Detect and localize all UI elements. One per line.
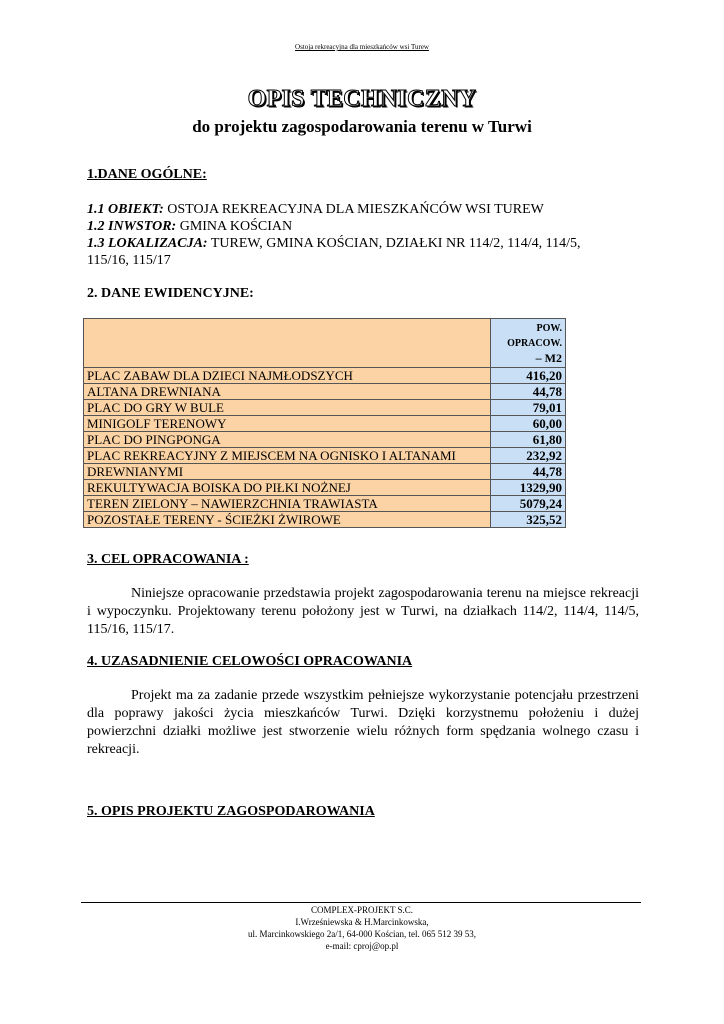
footer-address: ul. Marcinkowskiego 2a/1, 64-000 Kościan, tel. 065 512 39 53, [248,929,476,939]
footer [0,904,724,952]
lokalizacja-label: 1.3 LOKALIZACJA: [87,236,208,251]
row-name: ALTANA DREWNIANA [84,384,491,400]
section-5-heading: 5. OPIS PROJEKTU ZAGOSPODAROWANIA [87,804,375,819]
row-name: REKULTYWACJA BOISKA DO PIŁKI NOŻNEJ [84,480,491,496]
row-name: PLAC REKREACYJNY Z MIEJSCEM NA OGNISKO I ALTANAMI [84,448,491,464]
table-header-line-2: OPRACOW. [507,338,562,349]
section-1-heading: 1.DANE OGÓLNE: [87,167,207,182]
inwestor-line [87,218,647,235]
inwestor-value: GMINA KOŚCIAN [176,219,293,234]
table-row [84,496,566,512]
footer-email: e-mail: cproj@op.pl [325,941,399,951]
footer-divider [81,902,641,903]
table-row [84,512,566,528]
area-table [83,318,566,528]
row-name: PLAC DO GRY W BULE [84,400,491,416]
row-value: 60,00 [491,416,566,432]
inwestor-label: 1.2 INWSTOR: [87,219,177,234]
table-header-line-3: – M2 [535,351,562,365]
row-value: 44,78 [491,384,566,400]
document-title: OPIS TECHNICZNY [247,86,477,112]
obiekt-line [87,201,647,218]
table-row [84,368,566,384]
section-4-paragraph: Projekt ma za zadanie przede wszystkim pełniejsze wykorzystanie potencjału przestrzeni dla poprawy jakości życia mieszkańców Turwi. Dzięki korzystnemu położeniu i dużej powierzchni działki możliwe jest stworzenie wielu różnych form spędzania wolnego czasu i rekreacji. [87,688,639,757]
table-row [84,416,566,432]
table-header-empty [84,319,491,368]
section-3-paragraph: Niniejsze opracowanie przedstawia projekt zagospodarowania terenu na miejsce rekreacji i wypoczynku. Projektowany terenu położony jest w Turwi, na działkach 114/2, 114/4, 114/5, 115/16, 115/17. [87,586,639,637]
running-header: Ostoja rekreacyjna dla mieszkańców wsi Turew [295,43,429,51]
row-value: 44,78 [491,464,566,480]
row-name: PLAC ZABAW DLA DZIECI NAJMŁODSZYCH [84,368,491,384]
footer-owners: I.Wrześniewska & H.Marcinkowska, [295,917,429,927]
lokalizacja-continuation: 115/16, 115/17 [87,253,171,268]
lokalizacja-value: TUREW, GMINA KOŚCIAN, DZIAŁKI NR 114/2, 114/4, 114/5, [207,236,581,251]
row-value: 416,20 [491,368,566,384]
table-row [84,384,566,400]
row-name: MINIGOLF TERENOWY [84,416,491,432]
table-header-row [84,319,566,368]
row-name: TEREN ZIELONY – NAWIERZCHNIA TRAWIASTA [84,496,491,512]
table-row [84,464,566,480]
row-value: 232,92 [491,448,566,464]
row-name: POZOSTAŁE TERENY - ŚCIEŻKI ŻWIROWE [84,512,491,528]
row-name: DREWNIANYMI [84,464,491,480]
table-row [84,400,566,416]
row-value: 325,52 [491,512,566,528]
footer-company: COMPLEX-PROJEKT S.C. [310,905,414,915]
row-value: 5079,24 [491,496,566,512]
row-value: 61,80 [491,432,566,448]
table-header-area [491,319,566,368]
obiekt-label: 1.1 OBIEKT: [87,202,164,217]
section-4-heading: 4. UZASADNIENIE CELOWOŚCI OPRACOWANIA [87,654,413,669]
table-row [84,448,566,464]
row-value: 79,01 [491,400,566,416]
row-name: PLAC DO PINGPONGA [84,432,491,448]
document-subtitle: do projektu zagospodarowania terenu w Turwi [192,117,532,136]
table-header-line-1: POW. [536,323,562,334]
section-2-heading: 2. DANE EWIDENCYJNE: [87,286,254,301]
lokalizacja-line [87,235,647,252]
table-row [84,432,566,448]
section-3-heading: 3. CEL OPRACOWANIA : [87,552,249,567]
row-value: 1329,90 [491,480,566,496]
table-row [84,480,566,496]
obiekt-value: OSTOJA REKREACYJNA DLA MIESZKAŃCÓW WSI TUREW [163,202,544,217]
